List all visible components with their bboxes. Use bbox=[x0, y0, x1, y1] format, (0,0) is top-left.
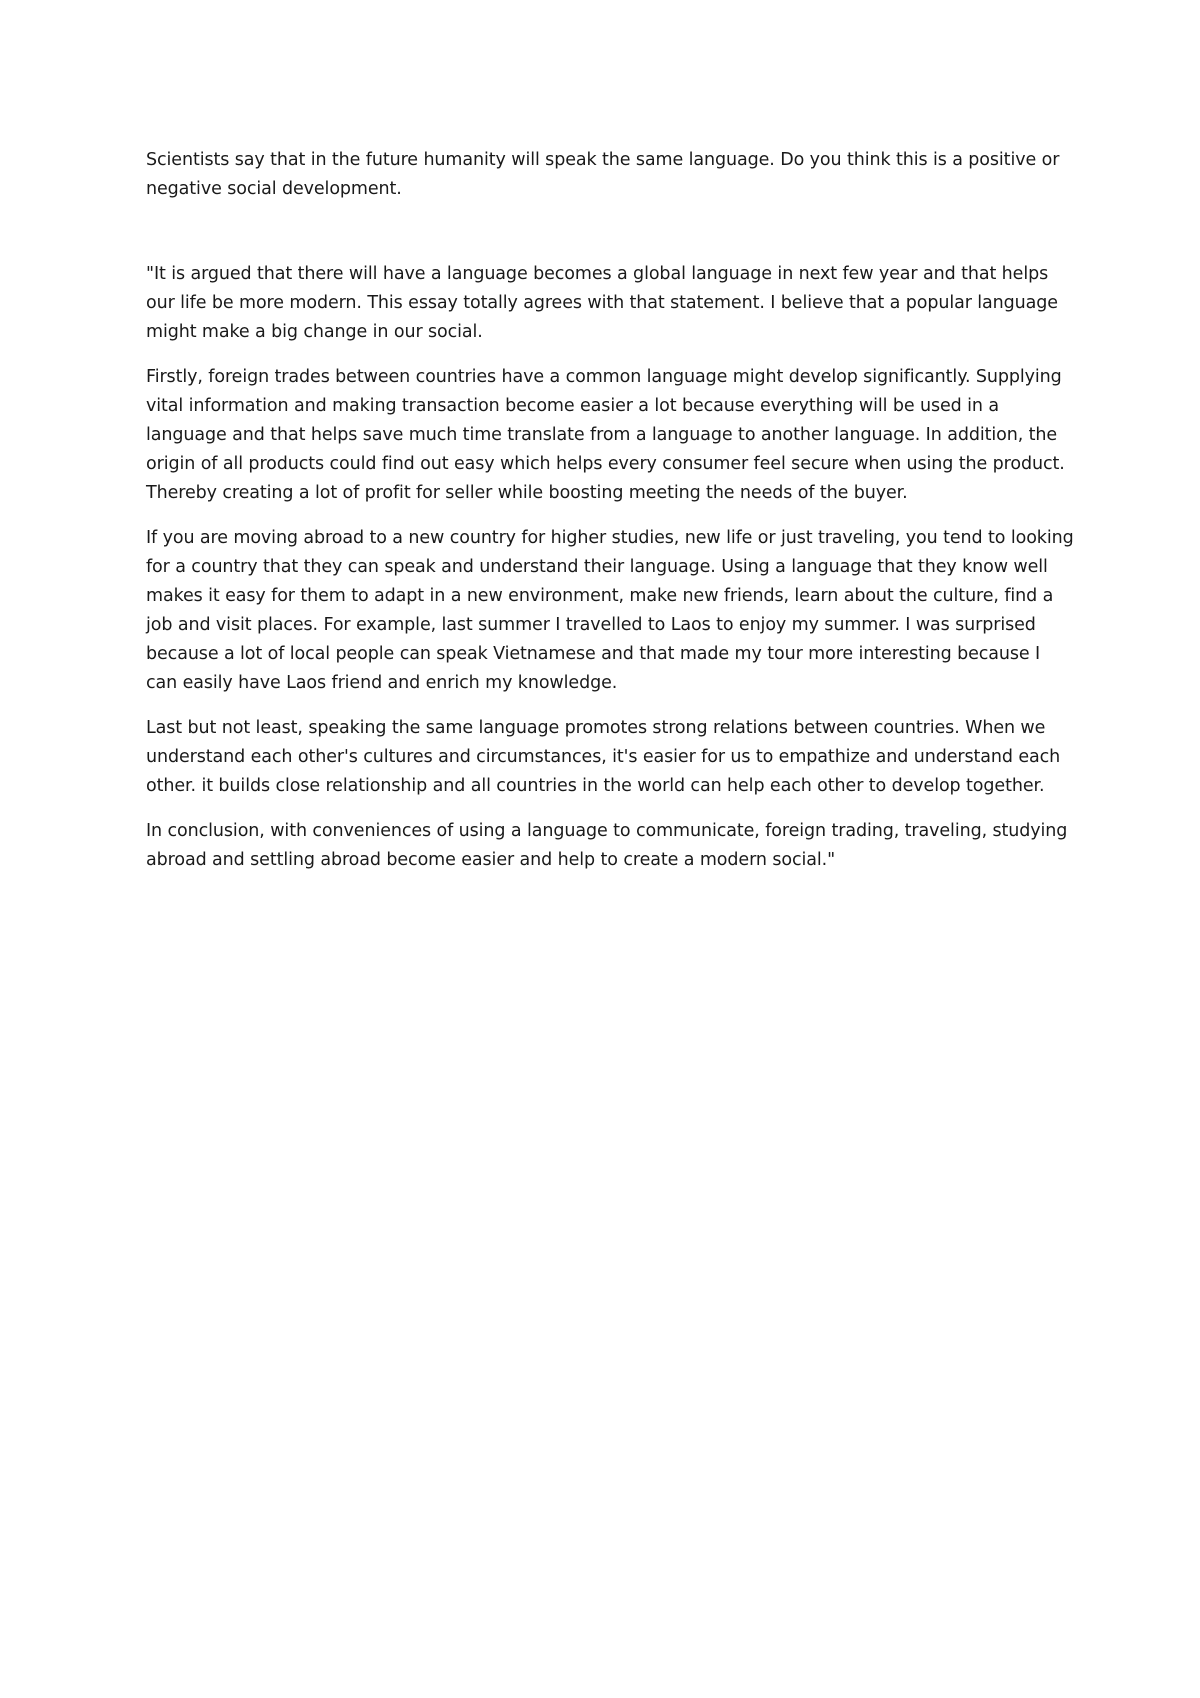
essay-paragraph-travel: If you are moving abroad to a new country for higher studies, new life or just traveling, you tend to looking for a country that they can speak and understand their language. Using a language that they know well makes it easy for them to adapt in a new environment, make new friends, learn about the culture, find a job and visit places. For example, last summer I travelled to Laos to enjoy my summer. I was surprised because a lot of local people can speak Vietnamese and that made my tour more interesting because I can easily have Laos friend and enrich my knowledge. bbox=[146, 528, 1074, 693]
document-body bbox=[146, 146, 1076, 891]
essay-prompt: Scientists say that in the future humanity will speak the same language. Do you think this is a positive or negative social development. bbox=[146, 150, 1060, 199]
essay-paragraph-intro: "It is argued that there will have a language becomes a global language in next few year and that helps our life be more modern. This essay totally agrees with that statement. I believe that a popular language might make a big change in our social. bbox=[146, 264, 1058, 342]
essay-paragraph-relations: Last but not least, speaking the same language promotes strong relations between countries. When we understand each other's cultures and circumstances, it's easier for us to empathize and understand each other. it builds close relationship and all countries in the world can help each other to develop together. bbox=[146, 718, 1061, 796]
essay-paragraph-conclusion: In conclusion, with conveniences of using a language to communicate, foreign trading, traveling, studying abroad and settling abroad become easier and help to create a modern social." bbox=[146, 821, 1068, 870]
essay-paragraph-trade: Firstly, foreign trades between countries have a common language might develop significantly. Supplying vital information and making transaction become easier a lot because everything will be used in a language and that helps save much time translate from a language to another language. In addition, the origin of all products could find out easy which helps every consumer feel secure when using the product. Thereby creating a lot of profit for seller while boosting meeting the needs of the buyer. bbox=[146, 367, 1065, 503]
